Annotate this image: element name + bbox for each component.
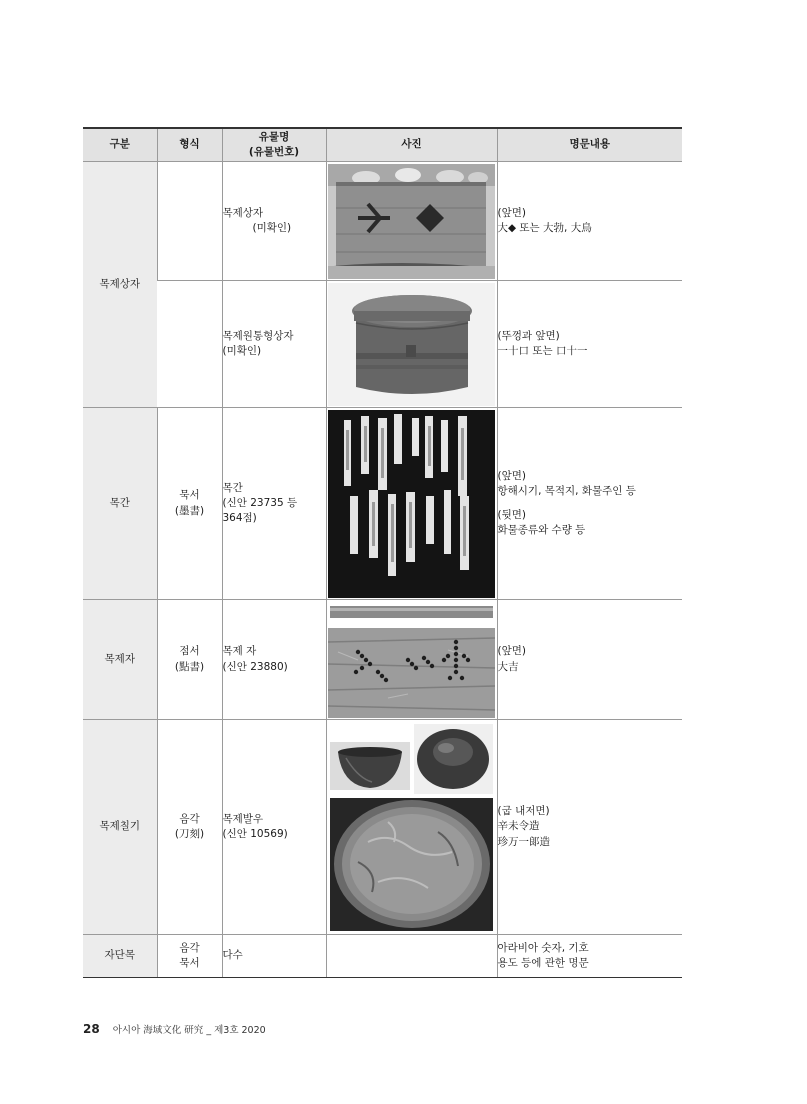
inscription-line: (앞면) <box>497 645 526 658</box>
table-row <box>83 408 682 600</box>
inscription-cell <box>497 408 682 600</box>
inscription-cell <box>497 935 682 978</box>
inscription-line: 珍万一郞造 <box>497 835 550 848</box>
header-inscription: 명문내용 <box>497 128 682 162</box>
table-header-row <box>83 128 682 162</box>
inscription-line: 一十口 또는 口十一 <box>497 345 588 357</box>
header-category: 구분 <box>83 128 157 162</box>
inscription-line: 大◆ 또는 大勃, 大鳥 <box>497 222 592 234</box>
header-form: 형식 <box>157 128 222 162</box>
photo-cell-empty <box>326 935 497 978</box>
inscription-cell <box>497 281 682 408</box>
artifact-name: 목제상자 <box>222 206 264 219</box>
artifact-name: 목제발우 <box>222 812 264 825</box>
form-cell <box>157 720 222 935</box>
form-cell <box>157 281 222 408</box>
journal-title: 아시아 海域文化 研究 _ 제3호 2020 <box>112 1025 266 1036</box>
form-cell <box>157 935 222 978</box>
table-row <box>83 162 682 281</box>
artifact-name: 다수 <box>222 949 243 962</box>
header-photo: 사진 <box>326 128 497 162</box>
header-artifact-name-line1: 유물명 <box>258 130 290 143</box>
artifact-name-cell <box>222 935 326 978</box>
inscription-cell <box>497 600 682 720</box>
artifact-number: (신안 10569) <box>222 828 288 840</box>
page-number: 28 <box>83 1022 100 1036</box>
wooden-box-photo <box>328 164 495 279</box>
artifact-name-cell <box>222 408 326 600</box>
wooden-tablets-photo <box>328 410 495 598</box>
form-cell <box>157 408 222 600</box>
inscription-line: (앞면) <box>497 206 526 219</box>
inscription-line: 화물종류와 수량 등 <box>497 523 586 536</box>
artifact-table <box>83 127 682 978</box>
form-text-2: 묵서 <box>179 957 200 969</box>
category-cell: 목제자 <box>83 600 157 720</box>
category-cell: 목제상자 <box>83 162 157 408</box>
lacquer-bowl-photo <box>328 722 495 933</box>
form-hanja: (點書) <box>174 660 205 673</box>
inscription-cell <box>497 162 682 281</box>
inscription-line: (굽 내저면) <box>497 805 550 818</box>
form-hanja: (刀刻) <box>174 828 205 840</box>
table-row <box>83 720 682 935</box>
form-cell <box>157 600 222 720</box>
inscription-line: 大吉 <box>497 660 519 673</box>
artifact-name: 목제원통형상자 <box>222 329 294 342</box>
cylindrical-box-photo <box>328 283 495 406</box>
artifact-name: 목제 자 <box>222 645 257 658</box>
table-row <box>83 600 682 720</box>
table-row <box>83 281 682 408</box>
artifact-name: 목간 <box>222 481 243 494</box>
category-cell: 자단목 <box>83 935 157 978</box>
category-cell: 목간 <box>83 408 157 600</box>
artifact-number: (미확인) <box>222 345 262 357</box>
artifact-name-cell <box>222 162 326 281</box>
photo-cell <box>326 162 497 281</box>
photo-cell <box>326 720 497 935</box>
inscription-line: (뒷면) <box>497 508 526 521</box>
form-text: 묵서 <box>179 489 200 502</box>
form-text: 점서 <box>179 645 200 658</box>
inscription-line: (뚜껑과 앞면) <box>497 329 560 342</box>
artifact-number: (신안 23880) <box>222 660 288 673</box>
form-cell <box>157 162 222 281</box>
photo-cell <box>326 281 497 408</box>
inscription-line: 용도 등에 관한 명문 <box>497 957 589 969</box>
photo-cell <box>326 408 497 600</box>
inscription-line: 辛未令造 <box>497 820 540 833</box>
wooden-ruler-photo <box>328 602 495 718</box>
header-artifact-name <box>222 128 326 162</box>
inscription-cell <box>497 720 682 935</box>
form-text: 음각 <box>179 812 200 825</box>
form-hanja: (墨書) <box>174 504 205 517</box>
form-text: 음각 <box>179 941 200 954</box>
artifact-name-cell <box>222 720 326 935</box>
artifact-name-cell <box>222 600 326 720</box>
page-footer <box>83 1022 266 1036</box>
artifact-number: (미확인) <box>252 222 292 234</box>
artifact-number: (신안 23735 등 <box>222 496 298 509</box>
header-artifact-name-line2: (유물번호) <box>248 146 300 158</box>
category-cell: 목제칠기 <box>83 720 157 935</box>
artifact-count: 364점) <box>222 512 257 525</box>
inscription-line: 항해시기, 목적지, 화물주인 등 <box>497 485 636 498</box>
artifact-name-cell <box>222 281 326 408</box>
table-row <box>83 935 682 978</box>
photo-cell <box>326 600 497 720</box>
inscription-line: (앞면) <box>497 470 526 483</box>
inscription-line: 아라비아 숫자, 기호 <box>497 941 589 954</box>
